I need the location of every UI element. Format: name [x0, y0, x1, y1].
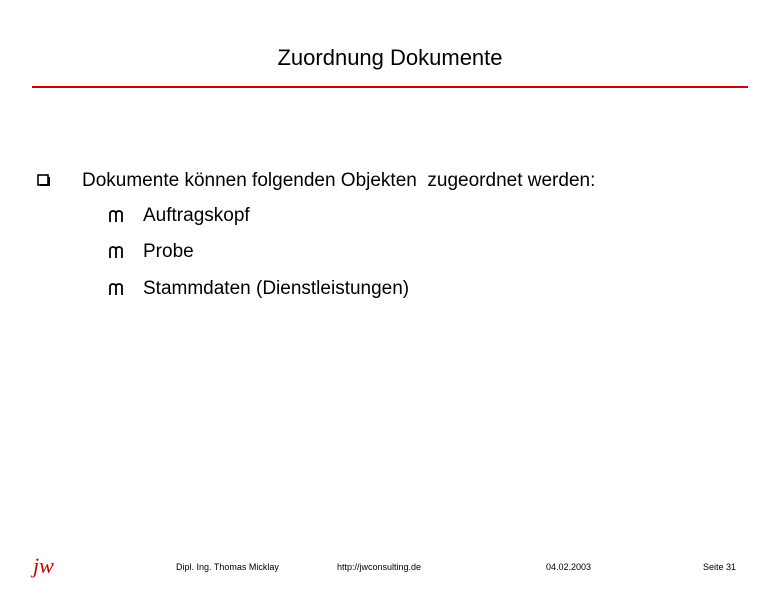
- jw-logo: jw: [33, 553, 54, 578]
- square-bullet-icon: [36, 172, 52, 188]
- slide-title: Zuordnung Dokumente: [277, 45, 503, 70]
- list-item-label: Probe: [143, 241, 194, 262]
- title-divider: [32, 86, 748, 88]
- footer-page-number: Seite 31: [703, 562, 737, 572]
- round-bullet-icon: [108, 281, 126, 297]
- round-bullet-icon: [108, 208, 126, 224]
- footer-author: Dipl. Ing. Thomas Micklay: [176, 562, 279, 572]
- round-bullet-icon: [108, 244, 126, 260]
- footer-date: 04.02.2003: [546, 562, 592, 572]
- main-bullet-text: Dokumente können folgenden Objekten zugeordnet werden:: [82, 170, 596, 191]
- footer-url: http://jwconsulting.de: [337, 562, 422, 572]
- list-item-label: Stammdaten (Dienstleistungen): [143, 278, 410, 299]
- list-item-label: Auftragskopf: [143, 205, 250, 226]
